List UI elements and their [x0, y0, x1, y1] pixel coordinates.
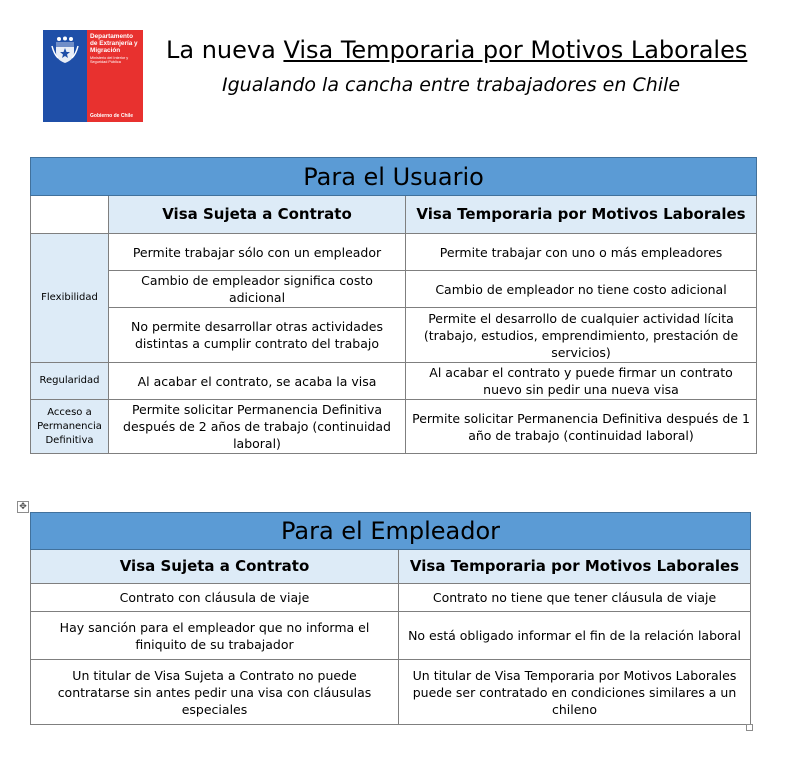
table-cell: Cambio de empleador significa costo adicional: [109, 271, 406, 308]
category-permanence: Acceso a Permanencia Definitiva: [31, 400, 109, 454]
title-emphasis: Visa Temporaria por Motivos Laborales: [283, 36, 748, 64]
table-move-handle-icon[interactable]: ✥: [17, 501, 29, 513]
user-comparison-table: [30, 157, 757, 454]
table-cell: Cambio de empleador no tiene costo adicional: [406, 271, 757, 308]
table-cell: Permite solicitar Permanencia Definitiva después de 1 año de trabajo (continuidad laboral): [406, 400, 757, 454]
title-prefix: La nueva: [166, 36, 284, 64]
employer-col-header-contract: Visa Sujeta a Contrato: [31, 550, 399, 584]
logo-government-text: Gobierno de Chile: [90, 113, 134, 119]
table-resize-handle[interactable]: [746, 724, 753, 731]
table-cell: Permite trabajar sólo con un empleador: [109, 234, 406, 271]
table-cell: Permite trabajar con uno o más empleadores: [406, 234, 757, 271]
table-cell: Al acabar el contrato y puede firmar un contrato nuevo sin pedir una nueva visa: [406, 363, 757, 400]
table-cell: Un titular de Visa Sujeta a Contrato no puede contratarse sin antes pedir una visa con cláusulas especiales: [31, 660, 399, 725]
table-cell: Hay sanción para el empleador que no informa el finiquito de su trabajador: [31, 612, 399, 660]
category-flexibility: Flexibilidad: [31, 234, 109, 363]
logo-red-field: [87, 30, 143, 122]
table-cell: Contrato con cláusula de viaje: [31, 584, 399, 612]
table-cell: Permite el desarrollo de cualquier actividad lícita (trabajo, estudios, emprendimiento, prestación de servicios): [406, 308, 757, 363]
user-table-title: Para el Usuario: [31, 158, 757, 196]
logo-ministry-text: Ministerio del Interior y Seguridad Pública: [90, 56, 129, 65]
user-col-header-contract: Visa Sujeta a Contrato: [109, 196, 406, 234]
employer-table-title: Para el Empleador: [31, 513, 751, 550]
user-col-header-temporary: Visa Temporaria por Motivos Laborales: [406, 196, 757, 234]
table-cell: Contrato no tiene que tener cláusula de viaje: [399, 584, 751, 612]
corner-cell: [31, 196, 109, 234]
table-cell: No está obligado informar el fin de la relación laboral: [399, 612, 751, 660]
logo-blue-field: [43, 30, 87, 122]
table-cell: Permite solicitar Permanencia Definitiva después de 2 años de trabajo (continuidad laboral): [109, 400, 406, 454]
page-subtitle: Igualando la cancha entre trabajadores en Chile: [222, 74, 681, 96]
logo-department-text: Departamento de Extranjería y Migración: [90, 33, 138, 54]
employer-comparison-table: [30, 512, 751, 725]
category-regularity: Regularidad: [31, 363, 109, 400]
employer-col-header-temporary: Visa Temporaria por Motivos Laborales: [399, 550, 751, 584]
logo-department: [90, 33, 141, 65]
table-cell: Al acabar el contrato, se acaba la visa: [109, 363, 406, 400]
table-cell: Un titular de Visa Temporaria por Motivos Laborales puede ser contratado en condiciones similares a un chileno: [399, 660, 751, 725]
page-title: [166, 36, 747, 64]
table-cell: No permite desarrollar otras actividades distintas a cumplir contrato del trabajo: [109, 308, 406, 363]
government-logo: [43, 30, 143, 122]
coat-of-arms-icon: [50, 36, 80, 64]
